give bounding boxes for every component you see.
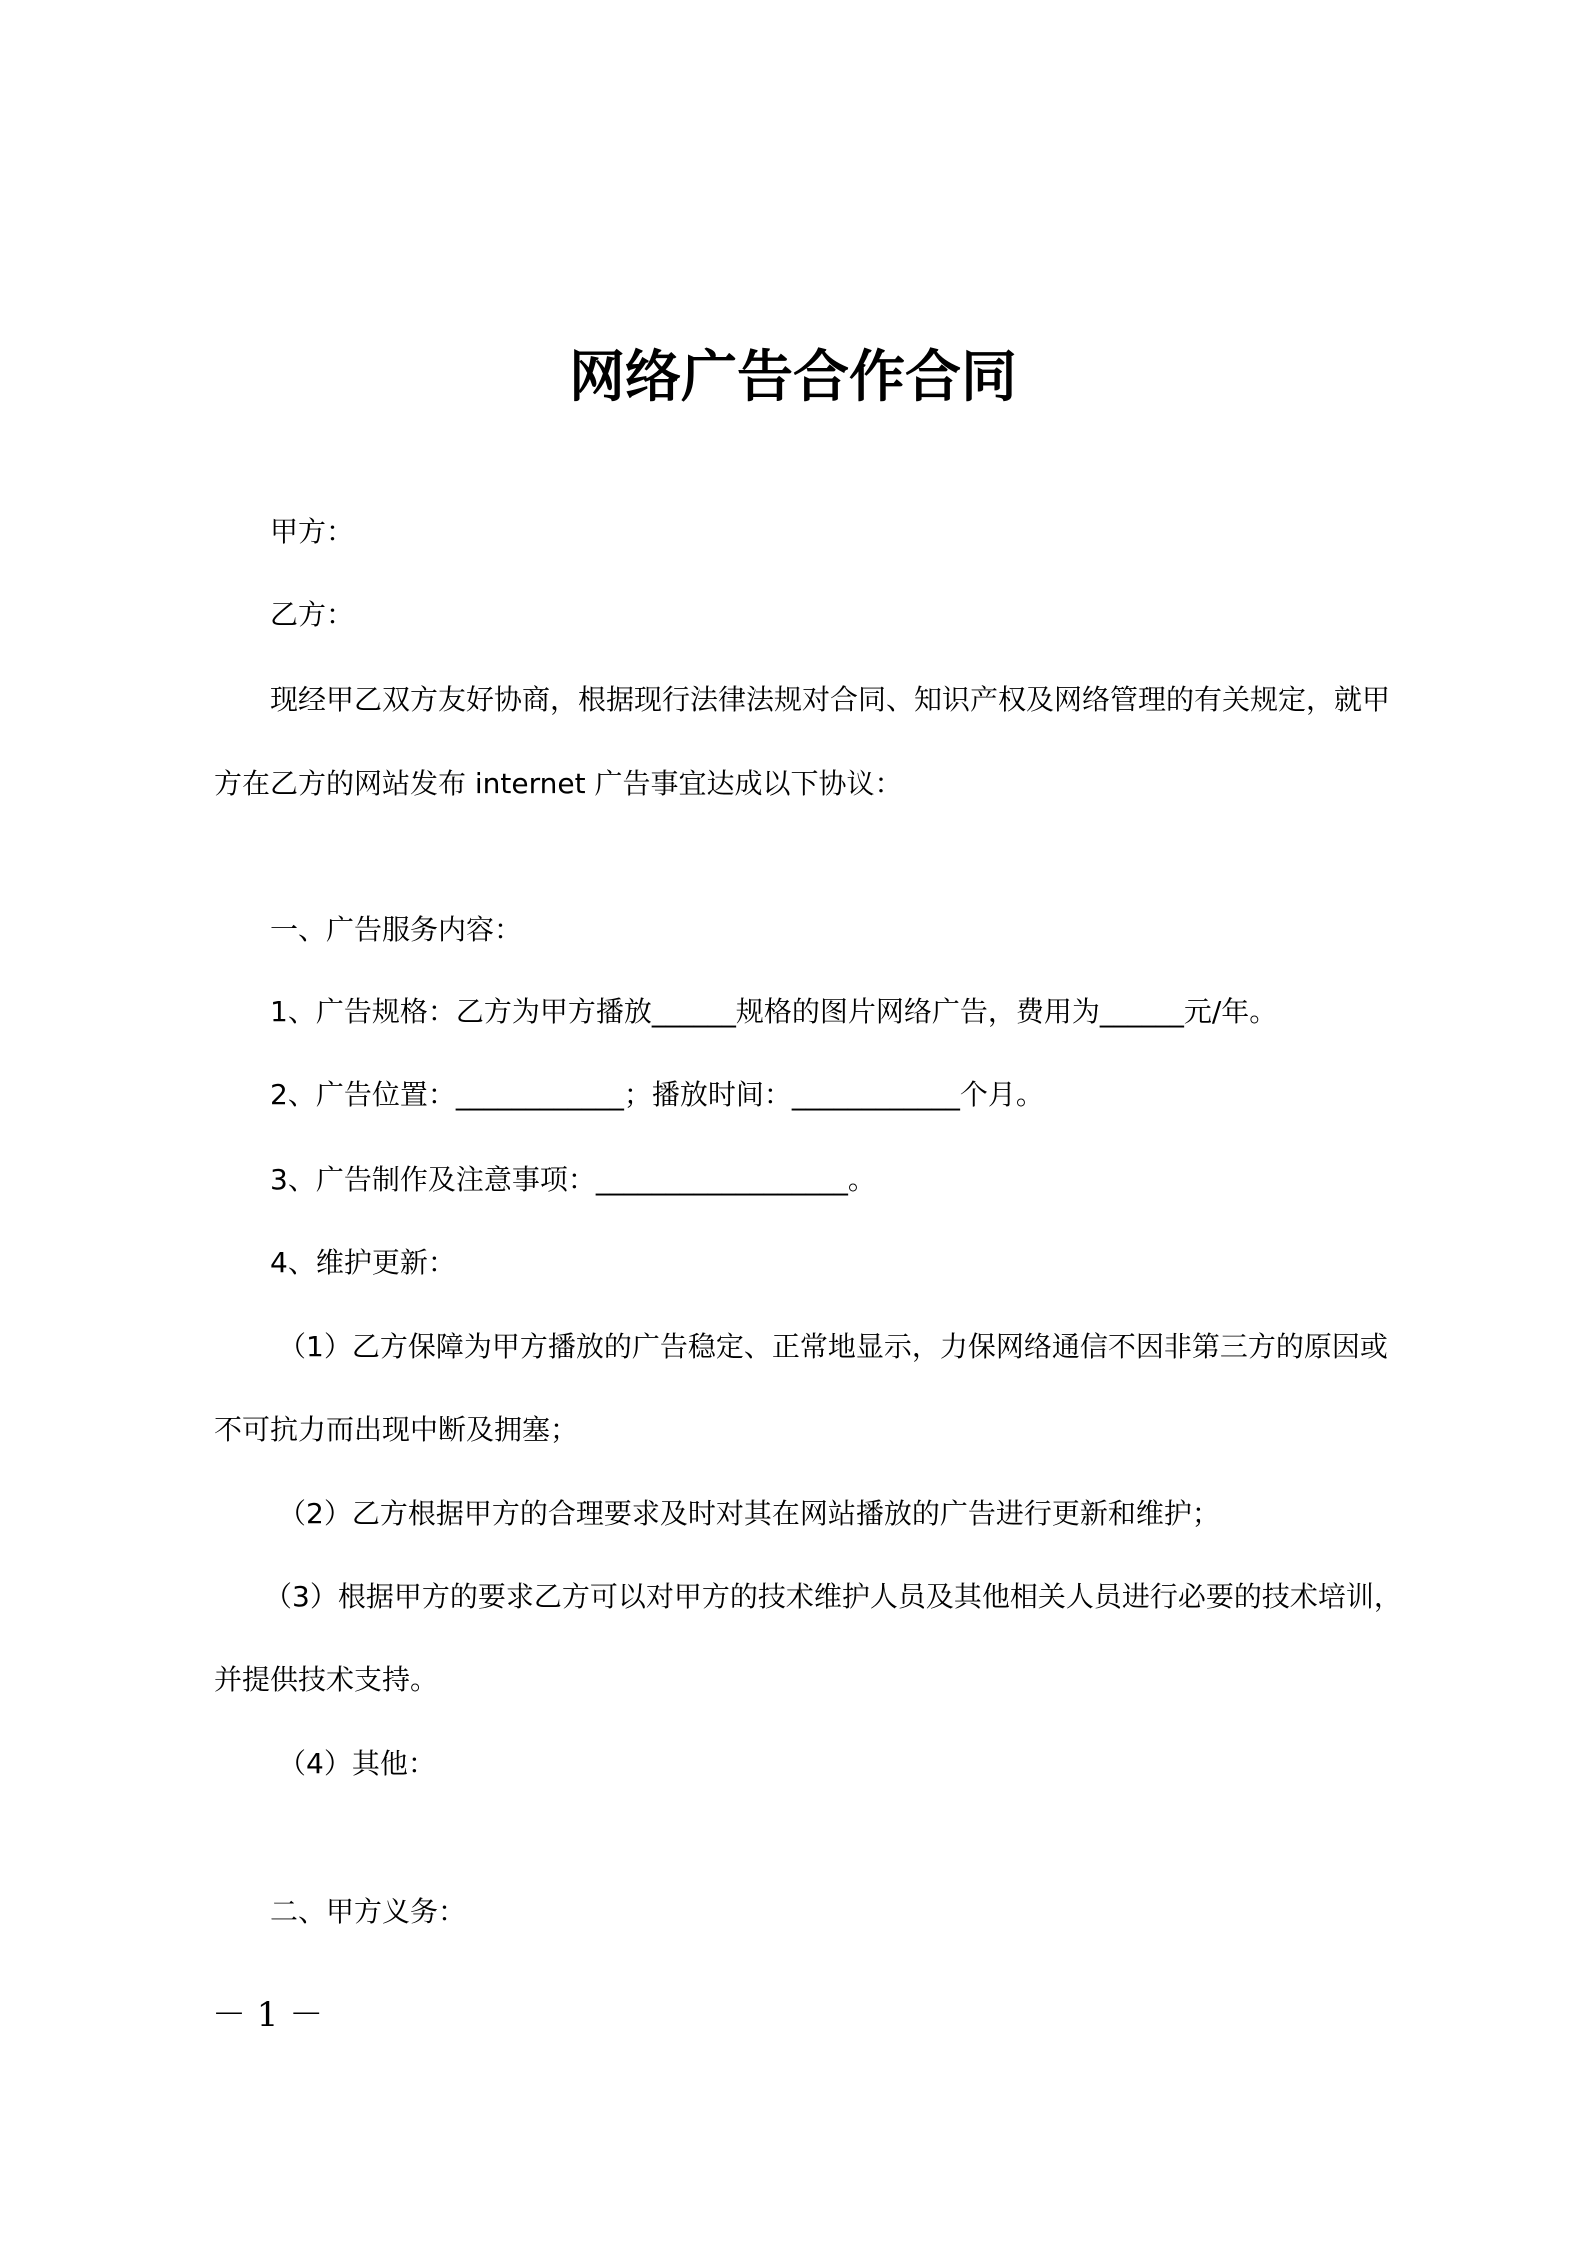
item-4-1-line-1: （1）乙方保障为甲方播放的广告稳定、正常地显示，力保网络通信不因非第三方的原因或: [278, 1330, 1388, 1363]
item-4-3-line-2: 并提供技术支持。: [214, 1663, 439, 1696]
item-4-2: （2）乙方根据甲方的合理要求及时对其在网站播放的广告进行更新和维护；: [278, 1497, 1220, 1530]
item-3-ad-production: 3、广告制作及注意事项：__________________。: [270, 1163, 876, 1196]
item-4-3-line-1: （3）根据甲方的要求乙方可以对甲方的技术维护人员及其他相关人员进行必要的技术培训，: [264, 1580, 1402, 1613]
section-2-heading: 二、甲方义务：: [270, 1895, 467, 1928]
party-b-label: 乙方：: [270, 598, 355, 631]
item-1-ad-spec: 1、广告规格：乙方为甲方播放______规格的图片网络广告，费用为______元/年。: [270, 995, 1278, 1028]
preamble-line-2: 方在乙方的网站发布 internet 广告事宜达成以下协议：: [214, 767, 903, 800]
item-4-maintenance: 4、维护更新：: [270, 1246, 456, 1279]
item-2-ad-position: 2、广告位置：____________；播放时间：____________个月。: [270, 1078, 1044, 1111]
item-4-1-line-2: 不可抗力而出现中断及拥塞；: [214, 1413, 579, 1446]
preamble-line-1: 现经甲乙双方友好协商，根据现行法律法规对合同、知识产权及网络管理的有关规定，就甲: [270, 683, 1391, 716]
party-a-label: 甲方：: [270, 515, 355, 548]
page-number: － 1 －: [212, 1995, 324, 2035]
section-1-heading: 一、广告服务内容：: [270, 913, 523, 946]
item-4-4: （4）其他：: [278, 1747, 436, 1780]
document-title: 网络广告合作合同: [569, 345, 1017, 410]
